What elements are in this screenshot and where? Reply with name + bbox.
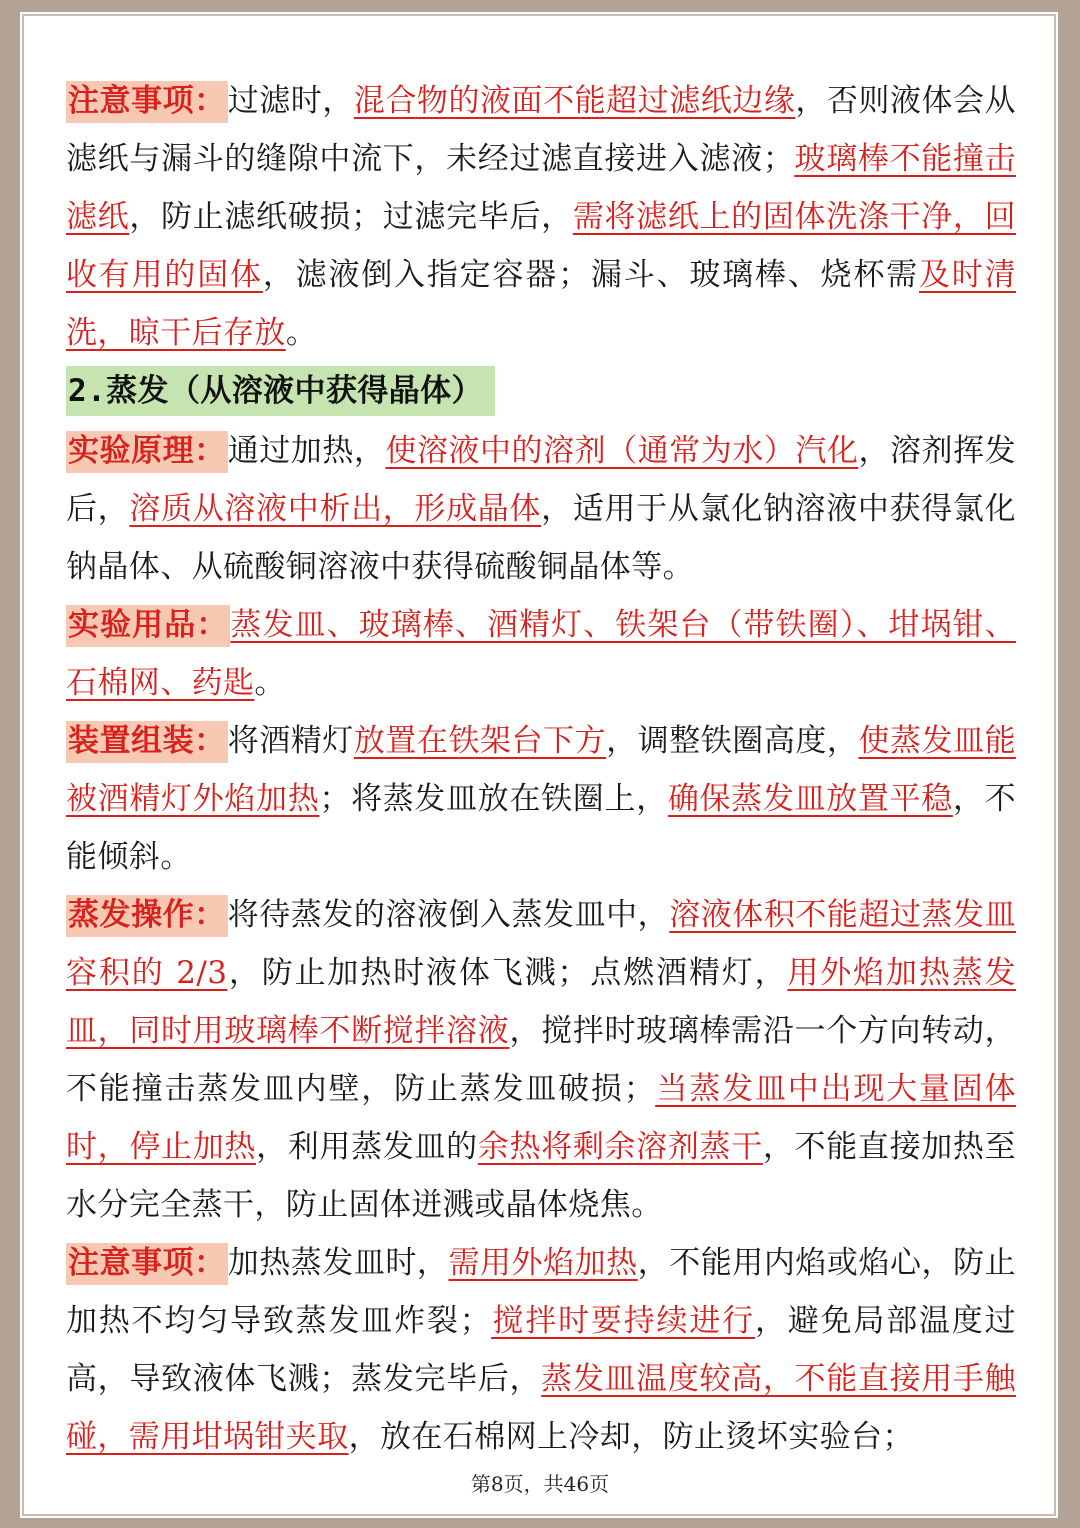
- body-text: ；将蒸发皿放在铁圈上，: [319, 781, 668, 817]
- body-text: 加热蒸发皿时，: [227, 1245, 449, 1281]
- paragraph-filter-notes: [66, 72, 1016, 362]
- body-text: ，避免局部温度过高，导致液体飞溅；蒸发完毕后，: [66, 1303, 1017, 1397]
- body-text: ，否则液体会从滤纸与漏斗的缝隙中流下，未经过滤直接进入滤液；: [66, 83, 1016, 177]
- highlighted-text: 余热将剩余溶剂蒸干: [477, 1129, 763, 1165]
- page-number-footer: 第8页，共46页: [470, 1472, 610, 1496]
- paragraph-label: 注意事项：: [66, 81, 228, 123]
- highlighted-text: 需用外焰加热: [448, 1245, 638, 1281]
- section-number: 2.: [68, 373, 107, 409]
- highlighted-text: 搅拌时要持续进行: [491, 1303, 755, 1339]
- paragraph-label: 实验原理：: [66, 431, 228, 473]
- body-text: 。: [285, 315, 318, 351]
- body-text: ，防止加热时液体飞溅；点燃酒精灯，: [227, 955, 788, 991]
- highlighted-text: 玻璃棒不能撞击滤纸: [66, 141, 1016, 235]
- highlighted-text: 及时清洗，晾干后存放: [66, 257, 1016, 351]
- document-body: [66, 72, 1016, 1466]
- body-text: ，调整铁圈高度，: [606, 723, 859, 759]
- body-text: ，不能直接加热至水分完全蒸干，防止固体迸溅或晶体烧焦。: [66, 1129, 1016, 1223]
- paragraph-label: 注意事项：: [66, 1243, 228, 1285]
- section-title: 蒸发（从溶液中获得晶体）: [106, 373, 483, 409]
- body-text: ，不能用内焰或焰心，防止加热不均匀导致蒸发皿炸裂；: [66, 1245, 1016, 1339]
- body-text: ，溶剂挥发后，: [66, 433, 1017, 527]
- body-text: ，滤液倒入指定容器；漏斗、玻璃棒、烧杯需: [262, 257, 919, 293]
- highlighted-text: 确保蒸发皿放置平稳: [667, 781, 953, 817]
- highlighted-text: 混合物的液面不能超过滤纸边缘: [353, 83, 796, 119]
- paragraph-equipment: [66, 596, 1016, 712]
- paragraph-evaporation-notes: [66, 1234, 1016, 1466]
- body-text: ，不能倾斜。: [66, 781, 1016, 875]
- body-text: 通过加热，: [227, 433, 386, 469]
- body-text: ，搅拌时玻璃棒需沿一个方向转动，不能撞击蒸发皿内壁，防止蒸发皿破损；: [66, 1013, 1016, 1107]
- highlighted-text: 放置在铁架台下方: [353, 723, 607, 759]
- body-text: 将酒精灯: [227, 723, 354, 759]
- paragraph-label: 蒸发操作：: [66, 895, 228, 937]
- body-text: 过滤时，: [227, 83, 354, 119]
- highlighted-text: 当蒸发皿中出现大量固体时，停止加热: [66, 1071, 1016, 1165]
- highlighted-text: 溶液体积不能超过蒸发皿容积的 2/3: [66, 897, 1016, 991]
- highlighted-text: 使蒸发皿能被酒精灯外焰加热: [66, 723, 1017, 817]
- body-text: ，适用于从氯化钠溶液中获得氯化钠晶体、从硫酸铜溶液中获得硫酸铜晶体等。: [66, 491, 1016, 585]
- highlighted-text: 使溶液中的溶剂（通常为水）汽化: [385, 433, 859, 469]
- highlighted-text: 蒸发皿、玻璃棒、酒精灯、铁架台（带铁圈）、坩埚钳、石棉网、药匙: [66, 607, 1017, 701]
- paragraph-label: 装置组装：: [66, 721, 228, 763]
- highlighted-text: 蒸发皿温度较高，不能直接用手触碰，需用坩埚钳夹取: [66, 1361, 1017, 1455]
- highlighted-text: 需将滤纸上的固体洗涤干净，回收有用的固体: [66, 199, 1016, 293]
- highlighted-text: 溶质从溶液中析出，形成晶体: [129, 491, 542, 527]
- section-heading-evaporation: [66, 362, 1016, 422]
- highlighted-text: 用外焰加热蒸发皿，同时用玻璃棒不断搅拌溶液: [66, 955, 1016, 1049]
- body-text: ，防止滤纸破损；过滤完毕后，: [129, 199, 573, 235]
- paragraph-principle: [66, 422, 1016, 596]
- body-text: 将待蒸发的溶液倒入蒸发皿中，: [227, 897, 670, 933]
- paragraph-operation: [66, 886, 1016, 1234]
- body-text: ，利用蒸发皿的: [256, 1129, 478, 1165]
- body-text: 。: [254, 665, 286, 701]
- paragraph-label: 实验用品：: [66, 605, 230, 647]
- paragraph-assembly: [66, 712, 1016, 886]
- body-text: ，放在石棉网上冷却，防止烫坏实验台；: [348, 1419, 914, 1455]
